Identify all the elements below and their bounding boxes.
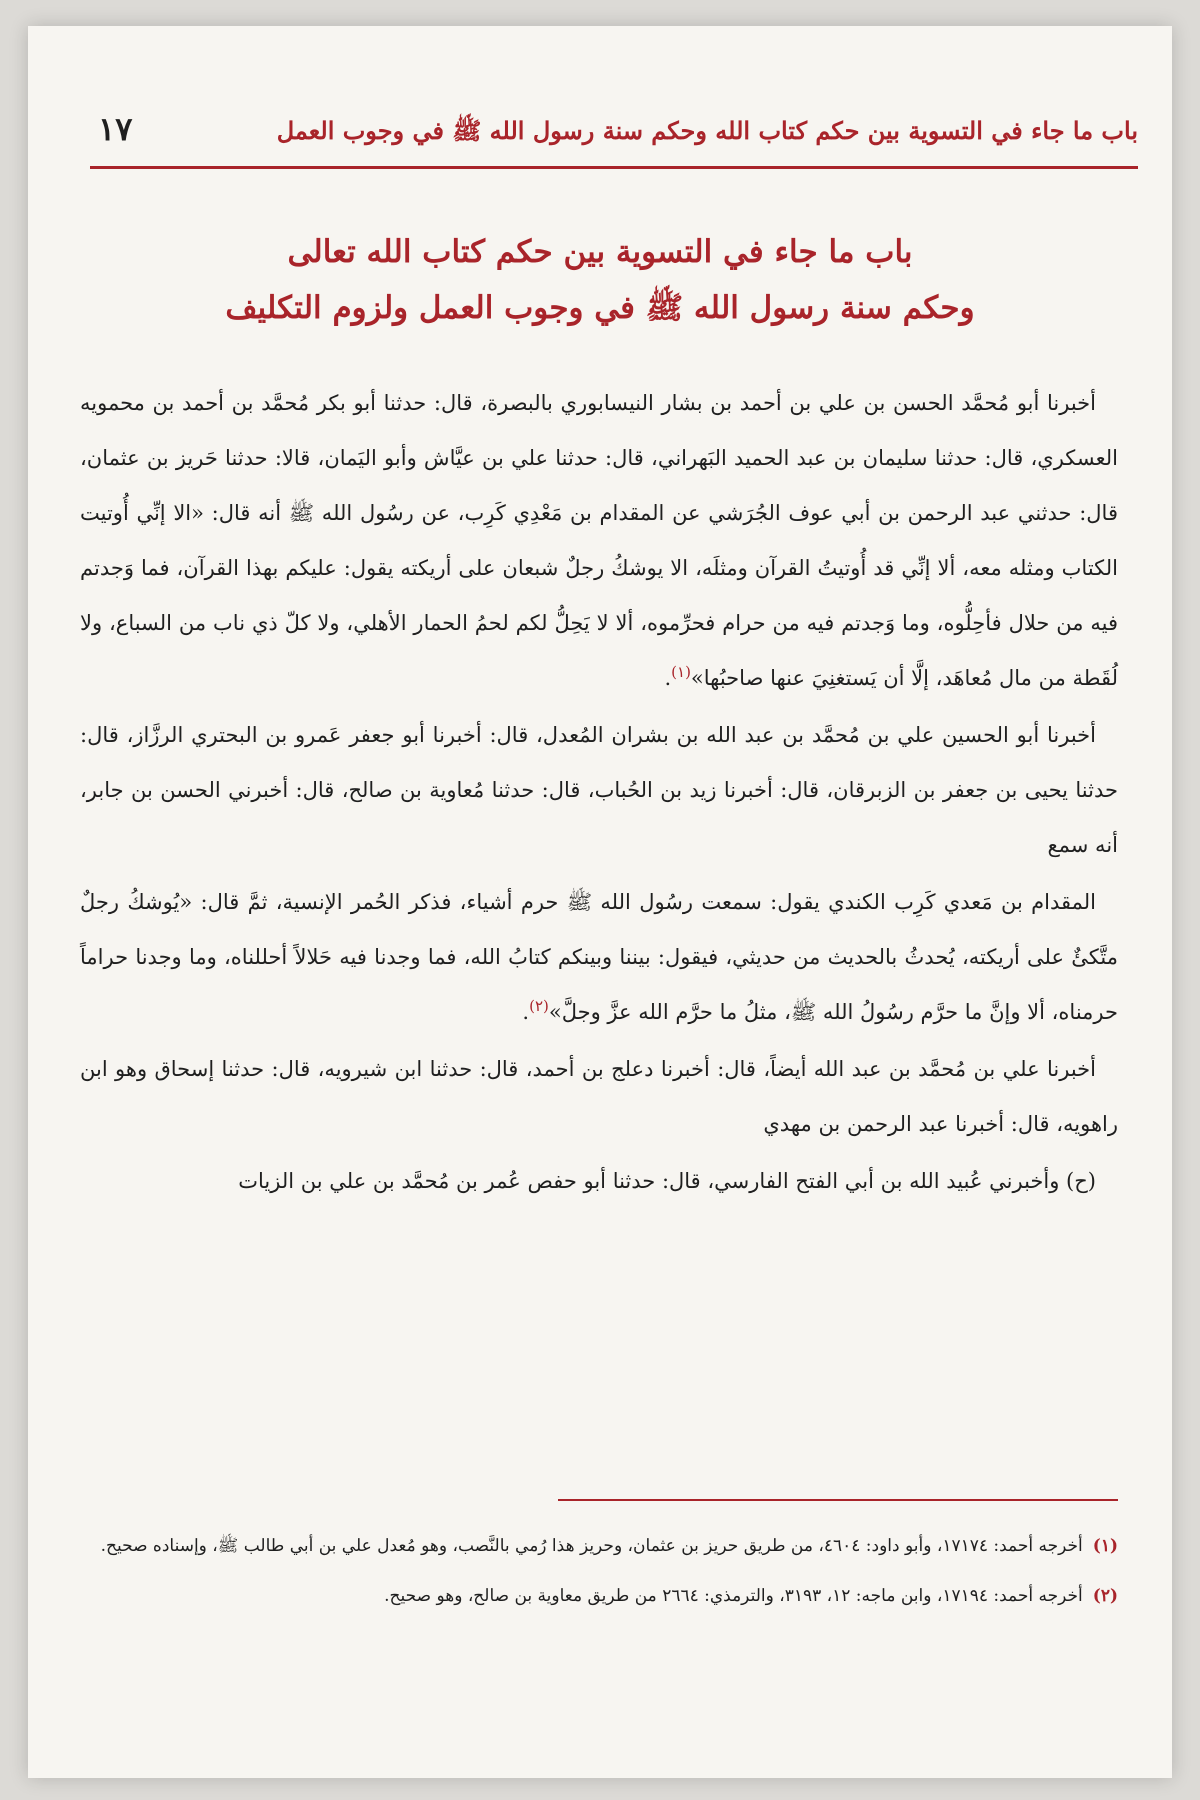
footnote-text: أخرجه أحمد: ١٧١٩٤، وابن ماجه: ١٢، ٣١٩٣، والترمذي: ٢٦٦٤ من طريق معاوية بن صالح، وهو صحيح.	[384, 1586, 1083, 1606]
footnote-text: أخرجه أحمد: ١٧١٧٤، وأبو داود: ٤٦٠٤، من طريق حريز بن عثمان، وحريز هذا رُمي بالنَّصب، وهو مُعدل علي بن أبي طالب ﷺ، وإسناده صحيح.	[100, 1536, 1083, 1556]
chapter-title-line-1: باب ما جاء في التسوية بين حكم كتاب الله تعالى	[287, 234, 913, 270]
running-title: باب ما جاء في التسوية بين حكم كتاب الله وحكم سنة رسول الله ﷺ في وجوب العمل	[276, 116, 1138, 145]
page-number: ١٧	[98, 110, 133, 148]
paragraph-text: (ح) وأخبرني عُبيد الله بن أبي الفتح الفارسي، قال: حدثنا أبو حفص عُمر بن مُحمَّد بن علي بن الزيات	[238, 1169, 1096, 1193]
paragraph: أخبرنا أبو مُحمَّد الحسن بن علي بن أحمد بن بشار النيسابوري بالبصرة، قال: حدثنا أبو بكر مُحمَّد بن أحمد بن محمويه العسكري، قال: حدثنا سليمان بن عبد الحميد البَهراني، قال: حدثنا علي بن عيَّاش وأبو اليَمان، قالا: حدثنا حَريز بن عثمان، قال: حدثني عبد الرحمن بن أبي عوف الجُرَشي عن المقدام بن مَعْدِي كَرِب، عن رسُول الله ﷺ أنه قال: «الا إنِّي أُوتيت الكتاب ومثله معه، ألا إنِّي قد أُوتيتُ القرآن ومثلَه، الا يوشكُ رجلٌ شبعان على أريكته يقول: عليكم بهذا القرآن، فما وَجدتم فيه من حلال فأحِلُّوه، وما وَجدتم فيه من حرام فحرِّموه، ألا لا يَحِلُّ لكم لحمُ الحمار الأهلي، ولا كلّ ذي ناب من السباع، ولا لُقَطة من مال مُعاهَد، إلَّا أن يَستغنِيَ عنها صاحبُها»$^{(١)}$.	[80, 391, 1118, 690]
chapter-title-line-2: وحكم سنة رسول الله ﷺ في وجوب العمل ولزوم التكليف	[225, 290, 975, 326]
footnotes	[80, 1524, 1118, 1624]
footnote-divider	[558, 1499, 1118, 1501]
paragraph	[80, 708, 1118, 873]
footnote-item	[80, 1524, 1118, 1568]
footnote-ref: (١)	[671, 663, 691, 681]
paragraph-text: أخبرنا أبو الحسين علي بن مُحمَّد بن عبد الله بن بشران المُعدل، قال: أخبرنا أبو جعفر عَمرو بن البحتري الرزَّاز، قال: حدثنا يحيى بن جعفر بن الزبرقان، قال: أخبرنا زيد بن الحُباب، قال: حدثنا مُعاوية بن صالح، قال: أخبرني الحسن بن جابر، أنه سمع	[80, 723, 1118, 857]
footnote-ref: (٢)	[529, 997, 549, 1015]
main-text	[80, 376, 1118, 1211]
page-header	[98, 106, 1138, 166]
paragraph-text: أخبرنا أبو مُحمَّد الحسن بن علي بن أحمد بن بشار النيسابوري بالبصرة، قال: حدثنا أبو بكر مُحمَّد بن أحمد بن محمويه العسكري، قال: حدثنا سليمان بن عبد الحميد البَهراني، قال: حدثنا علي بن عيَّاش وأبو اليَمان، قالا: حدثنا حَريز بن عثمان، قال: حدثني عبد الرحمن بن أبي عوف الجُرَشي عن المقدام بن مَعْدِي كَرِب، عن رسُول الله ﷺ أنه قال: «الا إنِّي أُوتيت الكتاب ومثله معه، ألا إنِّي قد أُوتيتُ القرآن ومثلَه، الا يوشكُ رجلٌ شبعان على أريكته يقول: عليكم بهذا القرآن، فما وَجدتم فيه من حلال فأحِلُّوه، وما وَجدتم فيه من حرام فحرِّموه، ألا لا يَحِلُّ لكم لحمُ الحمار الأهلي، ولا كلّ ذي ناب من السباع، ولا لُقَطة من مال مُعاهَد، إلَّا أن يَستغنِيَ عنها صاحبُها»	[80, 391, 1118, 690]
book-page	[28, 26, 1172, 1778]
chapter-title	[118, 224, 1082, 336]
paragraph	[80, 1154, 1118, 1209]
footnote-number: (١)	[1092, 1536, 1118, 1556]
footnote-item	[80, 1574, 1118, 1618]
paragraph	[80, 1042, 1118, 1152]
paragraph-text: أخبرنا علي بن مُحمَّد بن عبد الله أيضاً، قال: أخبرنا دعلج بن أحمد، قال: حدثنا ابن شيرويه، قال: حدثنا إسحاق وهو ابن راهويه، قال: أخبرنا عبد الرحمن بن مهدي	[80, 1057, 1118, 1136]
paragraph-text: المقدام بن مَعدي كَرِب الكندي يقول: سمعت رسُول الله ﷺ حرم أشياء، فذكر الحُمر الإنسية، ثمَّ قال: «يُوشكُ رجلٌ متَّكئٌ على أريكته، يُحدثُ بالحديث من حديثي، فيقول: بيننا وبينكم كتابُ الله، فما وجدنا فيه حَلالاً أحللناه، وما وجدنا حراماً حرمناه، ألا وإنَّ ما حرَّم رسُولُ الله ﷺ، مثلُ ما حرَّم الله عزَّ وجلَّ»	[80, 890, 1118, 1024]
footnote-number: (٢)	[1092, 1586, 1118, 1606]
header-divider	[90, 166, 1138, 169]
paragraph: المقدام بن مَعدي كَرِب الكندي يقول: سمعت رسُول الله ﷺ حرم أشياء، فذكر الحُمر الإنسية، ثمَّ قال: «يُوشكُ رجلٌ متَّكئٌ على أريكته، يُحدثُ بالحديث من حديثي، فيقول: بيننا وبينكم كتابُ الله، فما وجدنا فيه حَلالاً أحللناه، وما وجدنا حراماً حرمناه، ألا وإنَّ ما حرَّم رسُولُ الله ﷺ، مثلُ ما حرَّم الله عزَّ وجلَّ»$^{(٢)}$.	[80, 890, 1118, 1024]
